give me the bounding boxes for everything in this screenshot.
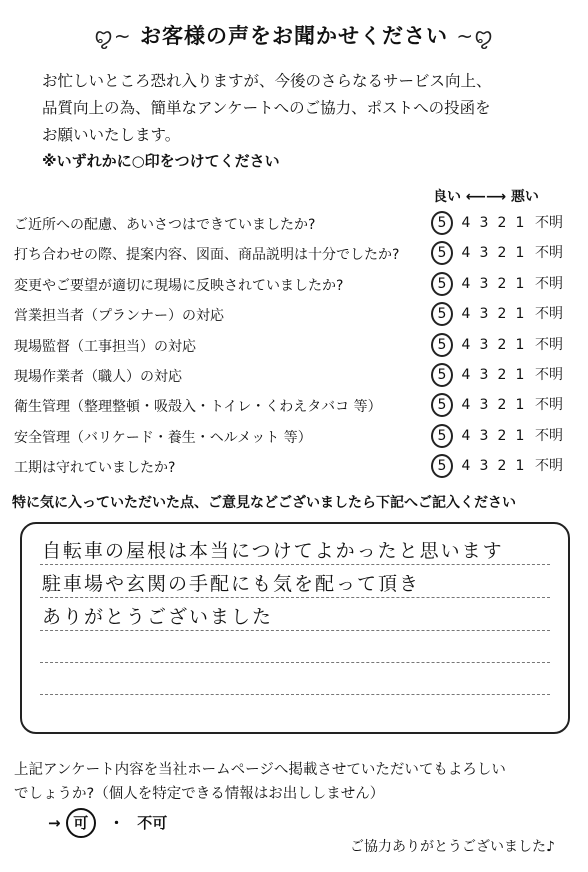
- rating-option[interactable]: 1: [515, 458, 525, 474]
- rating-options: [431, 363, 581, 387]
- rating-option[interactable]: 3: [479, 397, 489, 413]
- rating-options: [431, 424, 581, 448]
- intro-text: [42, 68, 492, 149]
- rating-option[interactable]: 1: [515, 276, 525, 292]
- rating-option-unknown[interactable]: 不明: [535, 397, 563, 413]
- rating-option[interactable]: 3: [479, 458, 489, 474]
- swirl-ornament-right-icon: ~ꨄ: [456, 24, 494, 48]
- rating-options: [431, 272, 581, 296]
- rating-options: [431, 302, 581, 326]
- web-consent-text-2: でしょうか?（個人を特定できる情報はお出ししません）: [14, 786, 385, 802]
- rating-option[interactable]: 2: [497, 245, 507, 261]
- rating-option[interactable]: 4: [461, 458, 471, 474]
- consent-choice: [48, 808, 167, 838]
- consent-yes-option[interactable]: 可: [66, 808, 96, 838]
- rating-option[interactable]: 4: [461, 337, 471, 353]
- rating-option-unknown[interactable]: 不明: [535, 458, 563, 474]
- web-consent-text-1: 上記アンケート内容を当社ホームページへ掲載させていただいてもよろしい: [14, 762, 506, 778]
- scale-header: [433, 186, 539, 206]
- comment-line-2: 駐車場や玄関の手配にも気を配って頂き: [42, 573, 421, 595]
- rating-options: [431, 333, 581, 357]
- rating-option[interactable]: 3: [479, 367, 489, 383]
- scale-bad-label: 悪い: [510, 189, 539, 205]
- rating-option-unknown[interactable]: 不明: [535, 337, 563, 353]
- rating-option[interactable]: 4: [461, 276, 471, 292]
- page-title: [0, 20, 588, 51]
- thanks-note: ご協力ありがとうございました♪: [350, 839, 555, 855]
- rating-option-unknown[interactable]: 不明: [535, 306, 563, 322]
- consent-separator: ・: [109, 814, 125, 832]
- rating-option[interactable]: 2: [497, 458, 507, 474]
- comment-line-3: ありがとうございました: [42, 606, 274, 628]
- rating-option[interactable]: 1: [515, 428, 525, 444]
- arrow-icon: →: [48, 814, 61, 832]
- question-text: 打ち合わせの際、提案内容、図面、商品説明は十分でしたか?: [14, 247, 400, 263]
- rating-option[interactable]: 1: [515, 306, 525, 322]
- rating-option[interactable]: 2: [497, 337, 507, 353]
- rating-option[interactable]: 3: [479, 276, 489, 292]
- intro-line: お忙しいところ恐れ入りますが、今後のさらなるサービス向上、: [42, 72, 492, 90]
- rating-option[interactable]: 2: [497, 276, 507, 292]
- question-text: 衛生管理（整理整頓・吸殻入・トイレ・くわえタバコ 等）: [14, 399, 382, 415]
- question-text: ご近所への配慮、あいさつはできていましたか?: [14, 217, 316, 233]
- rating-option-unknown[interactable]: 不明: [535, 215, 563, 231]
- rating-option-selected[interactable]: 5: [431, 241, 453, 265]
- question-text: 営業担当者（プランナー）の対応: [14, 308, 224, 324]
- rating-options: [431, 241, 581, 265]
- ruled-line: [40, 597, 550, 598]
- scale-good-label: 良い: [433, 189, 461, 205]
- rating-options: [431, 454, 581, 478]
- rating-option[interactable]: 2: [497, 306, 507, 322]
- rating-option-unknown[interactable]: 不明: [535, 276, 563, 292]
- rating-option-selected[interactable]: 5: [431, 333, 453, 357]
- rating-options: [431, 211, 581, 235]
- rating-option-selected[interactable]: 5: [431, 211, 453, 235]
- rating-options: [431, 393, 581, 417]
- ruled-line: [40, 630, 550, 631]
- rating-option[interactable]: 4: [461, 367, 471, 383]
- comment-box[interactable]: [20, 522, 570, 734]
- comment-heading: 特に気に入っていただいた点、ご意見などございましたら下記へご記入ください: [12, 495, 516, 511]
- scale-arrow-icon: ⟵⟶: [465, 189, 507, 205]
- rating-option-selected[interactable]: 5: [431, 302, 453, 326]
- rating-option[interactable]: 4: [461, 428, 471, 444]
- question-text: 安全管理（バリケード・養生・ヘルメット 等）: [14, 430, 312, 446]
- rating-option[interactable]: 2: [497, 215, 507, 231]
- rating-option[interactable]: 3: [479, 337, 489, 353]
- comment-line-1: 自転車の屋根は本当につけてよかったと思います: [42, 540, 504, 562]
- rating-option[interactable]: 4: [461, 245, 471, 261]
- rating-option-selected[interactable]: 5: [431, 363, 453, 387]
- rating-option-unknown[interactable]: 不明: [535, 367, 563, 383]
- rating-option[interactable]: 2: [497, 367, 507, 383]
- swirl-ornament-left-icon: ꨄ~: [94, 24, 132, 48]
- rating-option[interactable]: 1: [515, 367, 525, 383]
- question-text: 工期は守れていましたか?: [14, 460, 176, 476]
- rating-option-selected[interactable]: 5: [431, 454, 453, 478]
- rating-option[interactable]: 1: [515, 245, 525, 261]
- ruled-line: [40, 564, 550, 565]
- rating-option[interactable]: 3: [479, 428, 489, 444]
- rating-option[interactable]: 1: [515, 397, 525, 413]
- rating-option[interactable]: 1: [515, 337, 525, 353]
- rating-option-selected[interactable]: 5: [431, 393, 453, 417]
- rating-option[interactable]: 3: [479, 215, 489, 231]
- rating-option[interactable]: 3: [479, 306, 489, 322]
- instruction: ※いずれかに○印をつけてください: [42, 152, 280, 170]
- rating-option[interactable]: 4: [461, 397, 471, 413]
- rating-option-unknown[interactable]: 不明: [535, 245, 563, 261]
- intro-line: お願いいたします。: [42, 126, 181, 144]
- ruled-line: [40, 662, 550, 663]
- title-text: お客様の声をお聞かせください: [140, 24, 448, 48]
- rating-option-unknown[interactable]: 不明: [535, 428, 563, 444]
- rating-option[interactable]: 4: [461, 215, 471, 231]
- consent-no-option[interactable]: 不可: [137, 814, 168, 832]
- intro-line: 品質向上の為、簡単なアンケートへのご協力、ポストへの投函を: [42, 99, 491, 117]
- question-text: 現場作業者（職人）の対応: [14, 369, 182, 385]
- rating-option-selected[interactable]: 5: [431, 272, 453, 296]
- ruled-line: [40, 694, 550, 695]
- question-text: 現場監督（工事担当）の対応: [14, 339, 196, 355]
- rating-option[interactable]: 2: [497, 428, 507, 444]
- rating-option[interactable]: 4: [461, 306, 471, 322]
- rating-option-selected[interactable]: 5: [431, 424, 453, 448]
- rating-option[interactable]: 3: [479, 245, 489, 261]
- question-text: 変更やご要望が適切に現場に反映されていましたか?: [14, 278, 344, 294]
- rating-option[interactable]: 2: [497, 397, 507, 413]
- rating-option[interactable]: 1: [515, 215, 525, 231]
